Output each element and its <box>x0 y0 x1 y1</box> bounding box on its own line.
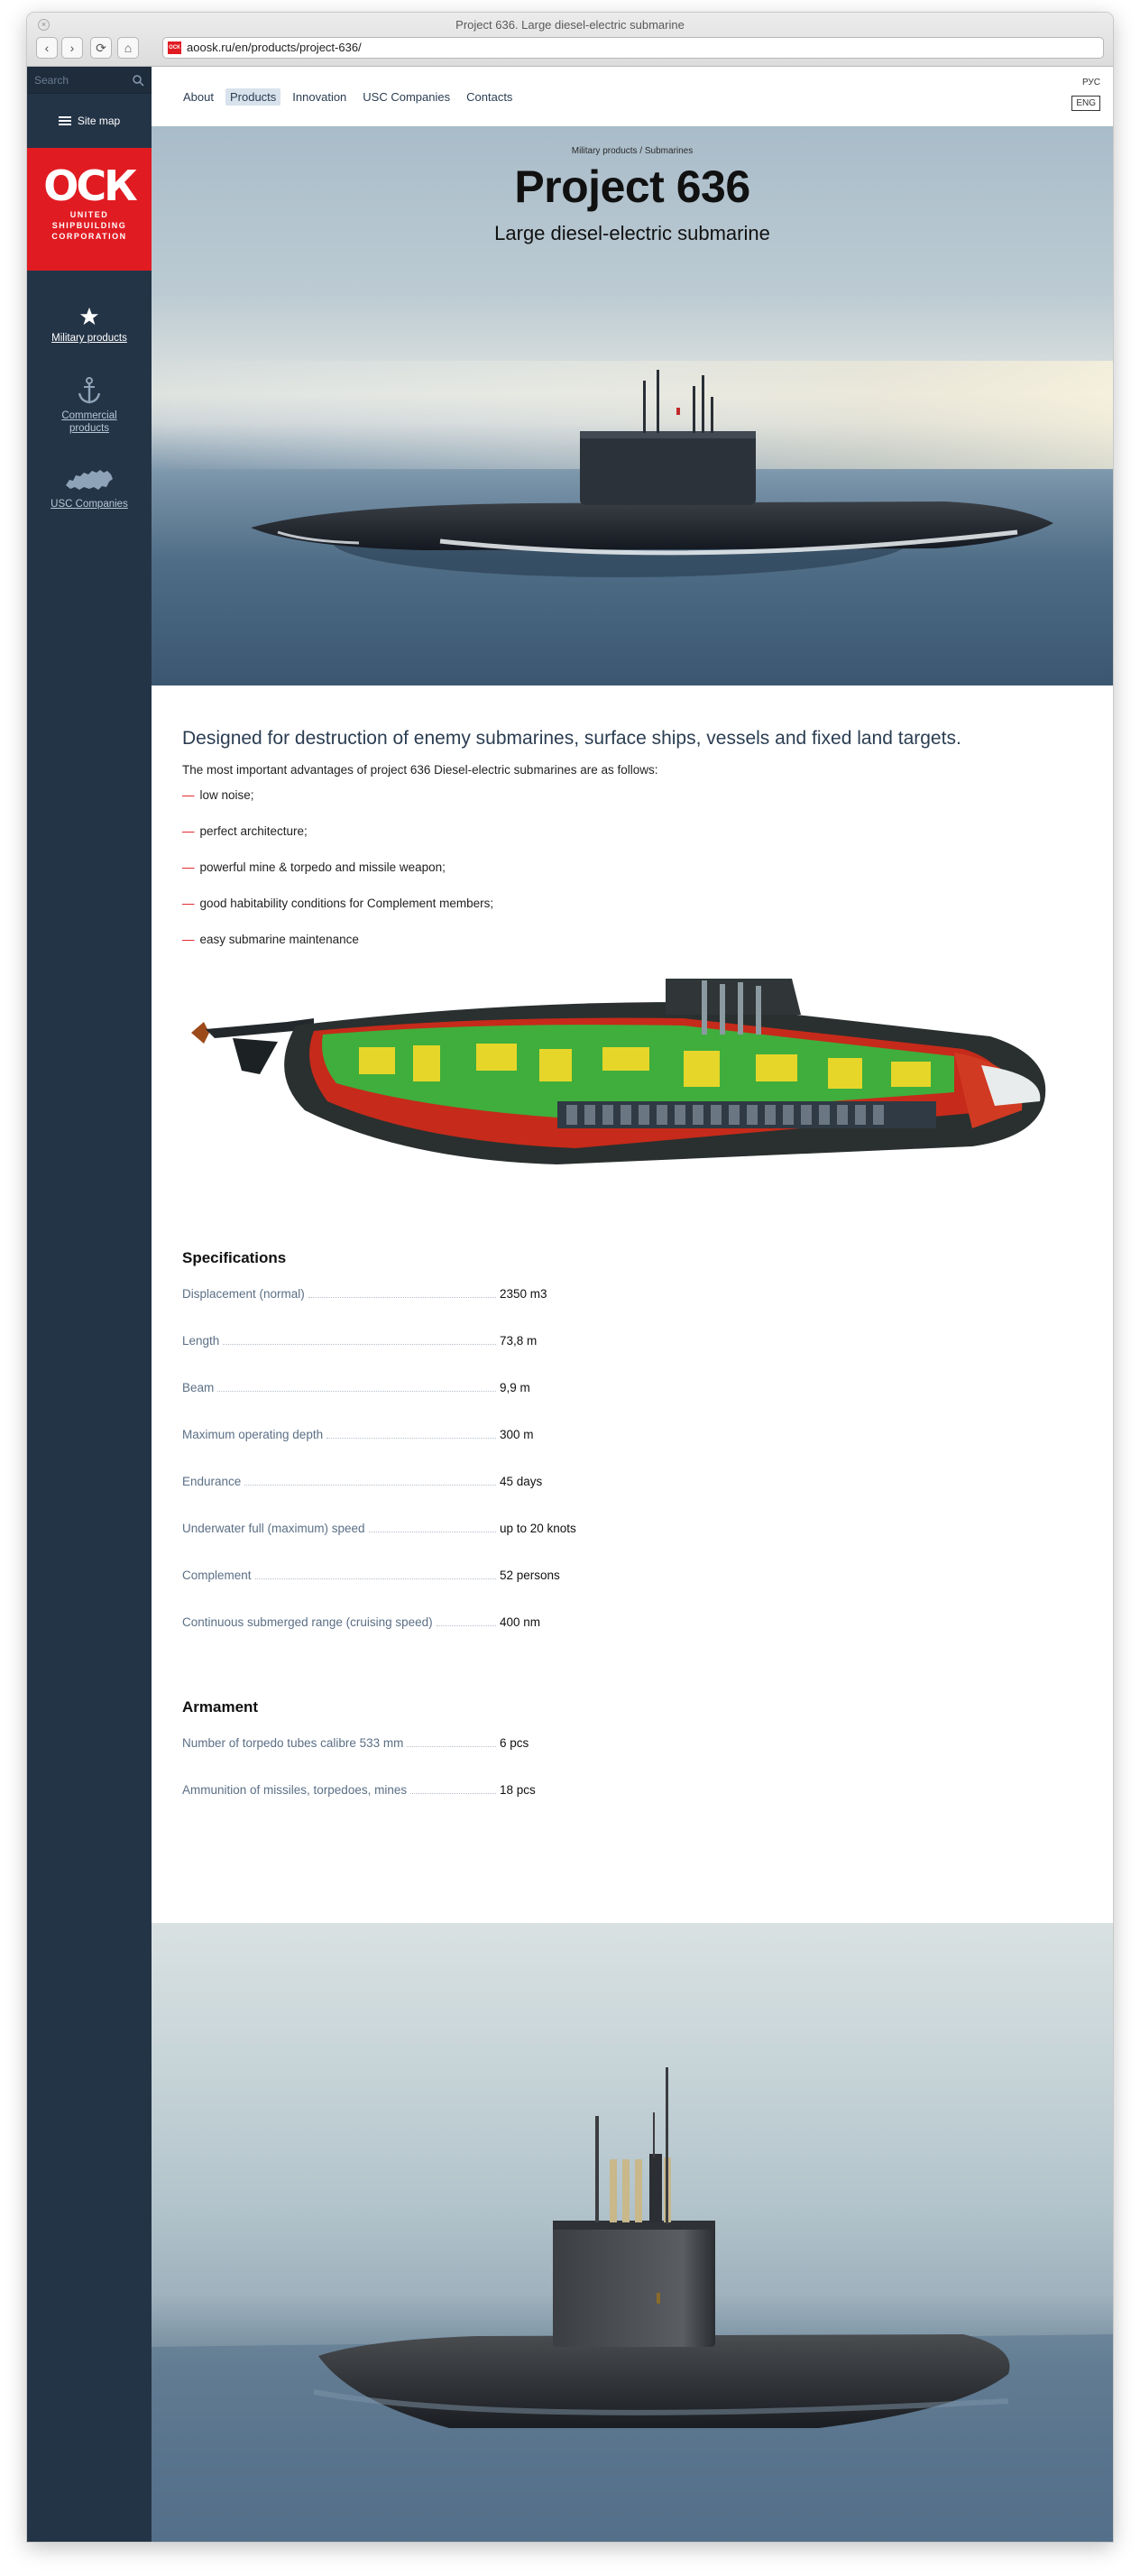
spec-value: 9,9 m <box>500 1381 530 1394</box>
sidebar-item-label: Military products <box>51 333 127 344</box>
site-map-label: Site map <box>77 115 121 127</box>
table-row <box>182 1736 1082 1783</box>
star-icon <box>79 307 99 327</box>
spec-value: 18 pcs <box>500 1783 536 1797</box>
spec-value: 45 days <box>500 1475 543 1488</box>
anchor-icon <box>78 377 101 404</box>
page-subtitle: Large diesel-electric submarine <box>494 222 770 244</box>
nav-products[interactable]: Products <box>225 88 280 106</box>
advantages-intro: The most important advantages of project 636 Diesel-electric submarines are as follows: <box>182 763 658 777</box>
logo-line-1: UNITED <box>69 210 109 219</box>
table-row <box>182 1334 1082 1381</box>
submarine-cutaway-illustration <box>152 975 1113 1219</box>
table-row <box>182 1475 1082 1522</box>
sidebar-item-usc-companies[interactable] <box>27 467 152 511</box>
sidebar-item-commercial-products[interactable] <box>27 377 152 435</box>
logo-line-3: CORPORATION <box>51 232 127 241</box>
logo-mark: ОСК <box>43 161 135 210</box>
sidebar-item-label: USC Companies <box>51 499 128 510</box>
browser-titlebar <box>27 13 1113 67</box>
list-item: — low noise; <box>182 788 254 802</box>
reload-button[interactable]: ⟳ <box>90 37 112 59</box>
main-content <box>152 67 1113 2542</box>
list-item: — easy submarine maintenance <box>182 933 359 946</box>
usc-logo[interactable] <box>27 148 152 271</box>
spec-name: Maximum operating depth <box>182 1428 324 1441</box>
sidebar-search <box>27 67 152 94</box>
url-text: aoosk.ru/en/products/project-636/ <box>187 41 362 54</box>
window-title: Project 636. Large diesel-electric submarine <box>455 18 685 32</box>
sidebar-item-military-products[interactable] <box>27 307 152 345</box>
nav-innovation[interactable]: Innovation <box>292 90 347 104</box>
list-item: — powerful mine & torpedo and missile weapon; <box>182 860 446 874</box>
spec-value: 2350 m3 <box>500 1287 547 1301</box>
spec-name: Continuous submerged range (cruising speed) <box>182 1615 433 1629</box>
nav-usc-companies[interactable]: USC Companies <box>363 90 451 104</box>
spec-name: Beam <box>182 1381 215 1394</box>
page-title: Project 636 <box>514 161 750 212</box>
spec-name: Complement <box>182 1569 252 1582</box>
specifications-section <box>152 1249 1113 1830</box>
main-menu <box>179 88 517 106</box>
nav-contacts[interactable]: Contacts <box>466 90 513 104</box>
logo-line-2: SHIPBUILDING <box>51 221 127 230</box>
spec-value: up to 20 knots <box>500 1522 576 1535</box>
hamburger-icon <box>59 116 71 125</box>
spec-name: Displacement (normal) <box>182 1287 305 1301</box>
spec-name: Endurance <box>182 1475 242 1488</box>
site-favicon-icon: ОСК <box>168 41 181 54</box>
spec-value: 400 nm <box>500 1615 541 1629</box>
hero-banner <box>152 126 1113 685</box>
sidebar-item-label: Commercial products <box>61 410 117 434</box>
advantages-list <box>182 787 1082 968</box>
spec-name: Length <box>182 1334 220 1348</box>
back-button[interactable]: ‹ <box>36 37 58 59</box>
russia-map-icon <box>64 467 115 492</box>
intro-section <box>152 685 1113 968</box>
home-button[interactable]: ⌂ <box>117 37 139 59</box>
table-row <box>182 1428 1082 1475</box>
site-map-link[interactable] <box>27 94 152 148</box>
table-row <box>182 1287 1082 1334</box>
address-bar[interactable] <box>162 37 1104 59</box>
spec-value: 52 persons <box>500 1569 560 1582</box>
table-row <box>182 1522 1082 1569</box>
search-icon[interactable] <box>132 74 144 87</box>
nav-about[interactable]: About <box>183 90 214 104</box>
spec-value: 300 m <box>500 1428 534 1441</box>
list-item: — good habitability conditions for Complement members; <box>182 897 494 910</box>
submarine-bow-photo <box>152 1923 1113 2542</box>
sidebar <box>27 67 152 2542</box>
spec-value: 6 pcs <box>500 1736 529 1750</box>
spec-name: Number of torpedo tubes calibre 533 mm <box>182 1736 404 1750</box>
table-row <box>182 1783 1082 1830</box>
list-item: — perfect architecture; <box>182 824 308 838</box>
table-row <box>182 1569 1082 1615</box>
submarine-photo-2 <box>152 1923 1113 2542</box>
language-russian-link[interactable]: РУС <box>1081 78 1100 87</box>
spec-name: Underwater full (maximum) speed <box>182 1522 365 1535</box>
table-row <box>182 1381 1082 1428</box>
language-english-active[interactable]: ENG <box>1071 96 1100 111</box>
submarine-cutaway-image <box>179 975 1080 1219</box>
table-row <box>182 1615 1082 1662</box>
breadcrumb[interactable]: Military products / Submarines <box>571 146 694 156</box>
specifications-heading: Specifications <box>182 1249 287 1266</box>
top-navigation <box>152 67 1113 126</box>
spec-value: 73,8 m <box>500 1334 538 1348</box>
forward-button[interactable]: › <box>61 37 83 59</box>
window-close-button[interactable]: × <box>38 19 50 31</box>
armament-heading: Armament <box>182 1698 259 1716</box>
spec-name: Ammunition of missiles, torpedoes, mines <box>182 1783 408 1797</box>
lead-text: Designed for destruction of enemy submarines, surface ships, vessels and fixed land targets. <box>182 728 961 749</box>
browser-window <box>27 13 1113 2542</box>
